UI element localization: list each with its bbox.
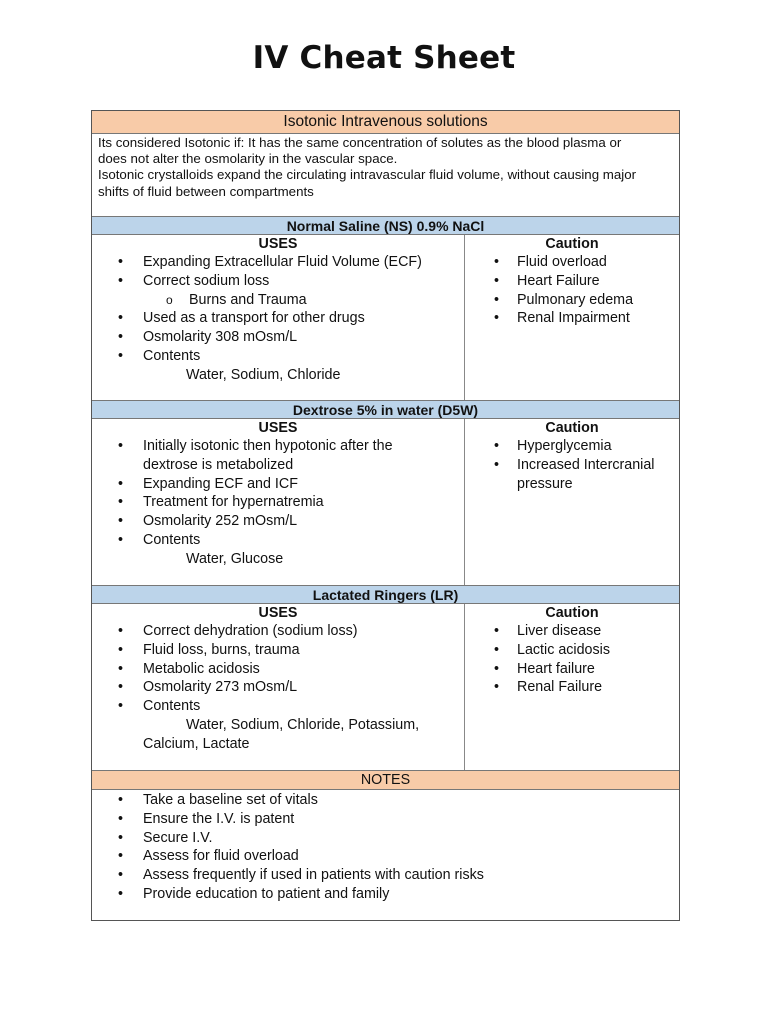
caution-column (465, 604, 679, 697)
list-item-continuation: dextrose is metabolized (143, 456, 294, 473)
cheat-sheet-table (91, 110, 680, 921)
caution-column (465, 235, 679, 328)
caution-heading: Caution (545, 420, 599, 436)
list-item: • Metabolic acidosis (92, 660, 464, 679)
notes-list (92, 791, 679, 904)
list-item: • Osmolarity 273 mOsm/L (92, 678, 464, 697)
list-item: • Heart failure (465, 660, 679, 679)
list-item: • Heart Failure (465, 272, 679, 291)
notes-column (92, 791, 679, 904)
list-item: • Contents (92, 697, 464, 716)
list-item: • Treatment for hypernatremia (92, 493, 464, 512)
list-item: • Provide education to patient and family (92, 885, 679, 904)
list-item: • Expanding ECF and ICF (92, 475, 464, 494)
list-item: • Fluid overload (465, 253, 679, 272)
list-item-continuation: pressure (517, 475, 573, 492)
list-item: • Assess for fluid overload (92, 847, 679, 866)
list-item: • Lactic acidosis (465, 641, 679, 660)
intro-line: does not alter the osmolarity in the vascular space. (98, 151, 398, 167)
list-item: • Osmolarity 252 mOsm/L (92, 512, 464, 531)
list-item: • Renal Failure (465, 678, 679, 697)
uses-column (92, 419, 464, 569)
list-item: • Expanding Extracellular Fluid Volume (ECF) (92, 253, 464, 272)
list-item: • Liver disease (465, 622, 679, 641)
caution-list (465, 622, 679, 697)
caution-list (465, 253, 679, 328)
list-item: • Initially isotonic then hypotonic after the (92, 437, 464, 456)
uses-list (92, 437, 464, 569)
caution-heading: Caution (545, 236, 599, 252)
list-item: • Ensure the I.V. is patent (92, 810, 679, 829)
caution-list (465, 437, 679, 493)
list-item: • Increased Intercranial (465, 456, 679, 475)
list-item-continuation: Water, Sodium, Chloride, Potassium, (186, 716, 420, 733)
section-header-normal-saline: Normal Saline (NS) 0.9% NaCl (92, 216, 679, 235)
list-item: • Fluid loss, burns, trauma (92, 641, 464, 660)
list-item: • Contents (92, 531, 464, 550)
intro-line: Isotonic crystalloids expand the circulating intravascular fluid volume, without causing major (98, 167, 637, 183)
list-item: • Correct sodium loss (92, 272, 464, 291)
list-item: • Osmolarity 308 mOsm/L (92, 328, 464, 347)
uses-column (92, 235, 464, 385)
list-item: • Take a baseline set of vitals (92, 791, 679, 810)
uses-heading: USES (258, 236, 298, 252)
list-item: • Pulmonary edema (465, 291, 679, 310)
list-item-continuation: Water, Sodium, Chloride (186, 366, 341, 383)
list-item: • Secure I.V. (92, 829, 679, 848)
caution-column (465, 419, 679, 493)
list-item: • Hyperglycemia (465, 437, 679, 456)
intro-line: shifts of fluid between compartments (98, 183, 314, 199)
intro-line: Its considered Isotonic if: It has the same concentration of solutes as the blood plasma or (98, 135, 622, 150)
section-header-isotonic: Isotonic Intravenous solutions (92, 111, 679, 134)
list-subitem: o Burns and Trauma (92, 291, 464, 310)
list-item: • Correct dehydration (sodium loss) (92, 622, 464, 641)
section-header-d5w: Dextrose 5% in water (D5W) (92, 400, 679, 419)
uses-column (92, 604, 464, 754)
uses-heading: USES (258, 420, 298, 436)
uses-list (92, 253, 464, 385)
list-item: • Contents (92, 347, 464, 366)
uses-heading: USES (258, 605, 298, 621)
list-item: • Renal Impairment (465, 309, 679, 328)
intro-text (98, 135, 673, 200)
list-item-continuation: Calcium, Lactate (143, 735, 250, 752)
list-item: • Assess frequently if used in patients with caution risks (92, 866, 679, 885)
page-title: IV Cheat Sheet (252, 40, 516, 76)
section-header-lactated-ringers: Lactated Ringers (LR) (92, 585, 679, 604)
list-item-continuation: Water, Glucose (186, 550, 284, 567)
uses-list (92, 622, 464, 754)
caution-heading: Caution (545, 605, 599, 621)
section-header-notes: NOTES (92, 770, 679, 790)
list-item: • Used as a transport for other drugs (92, 309, 464, 328)
